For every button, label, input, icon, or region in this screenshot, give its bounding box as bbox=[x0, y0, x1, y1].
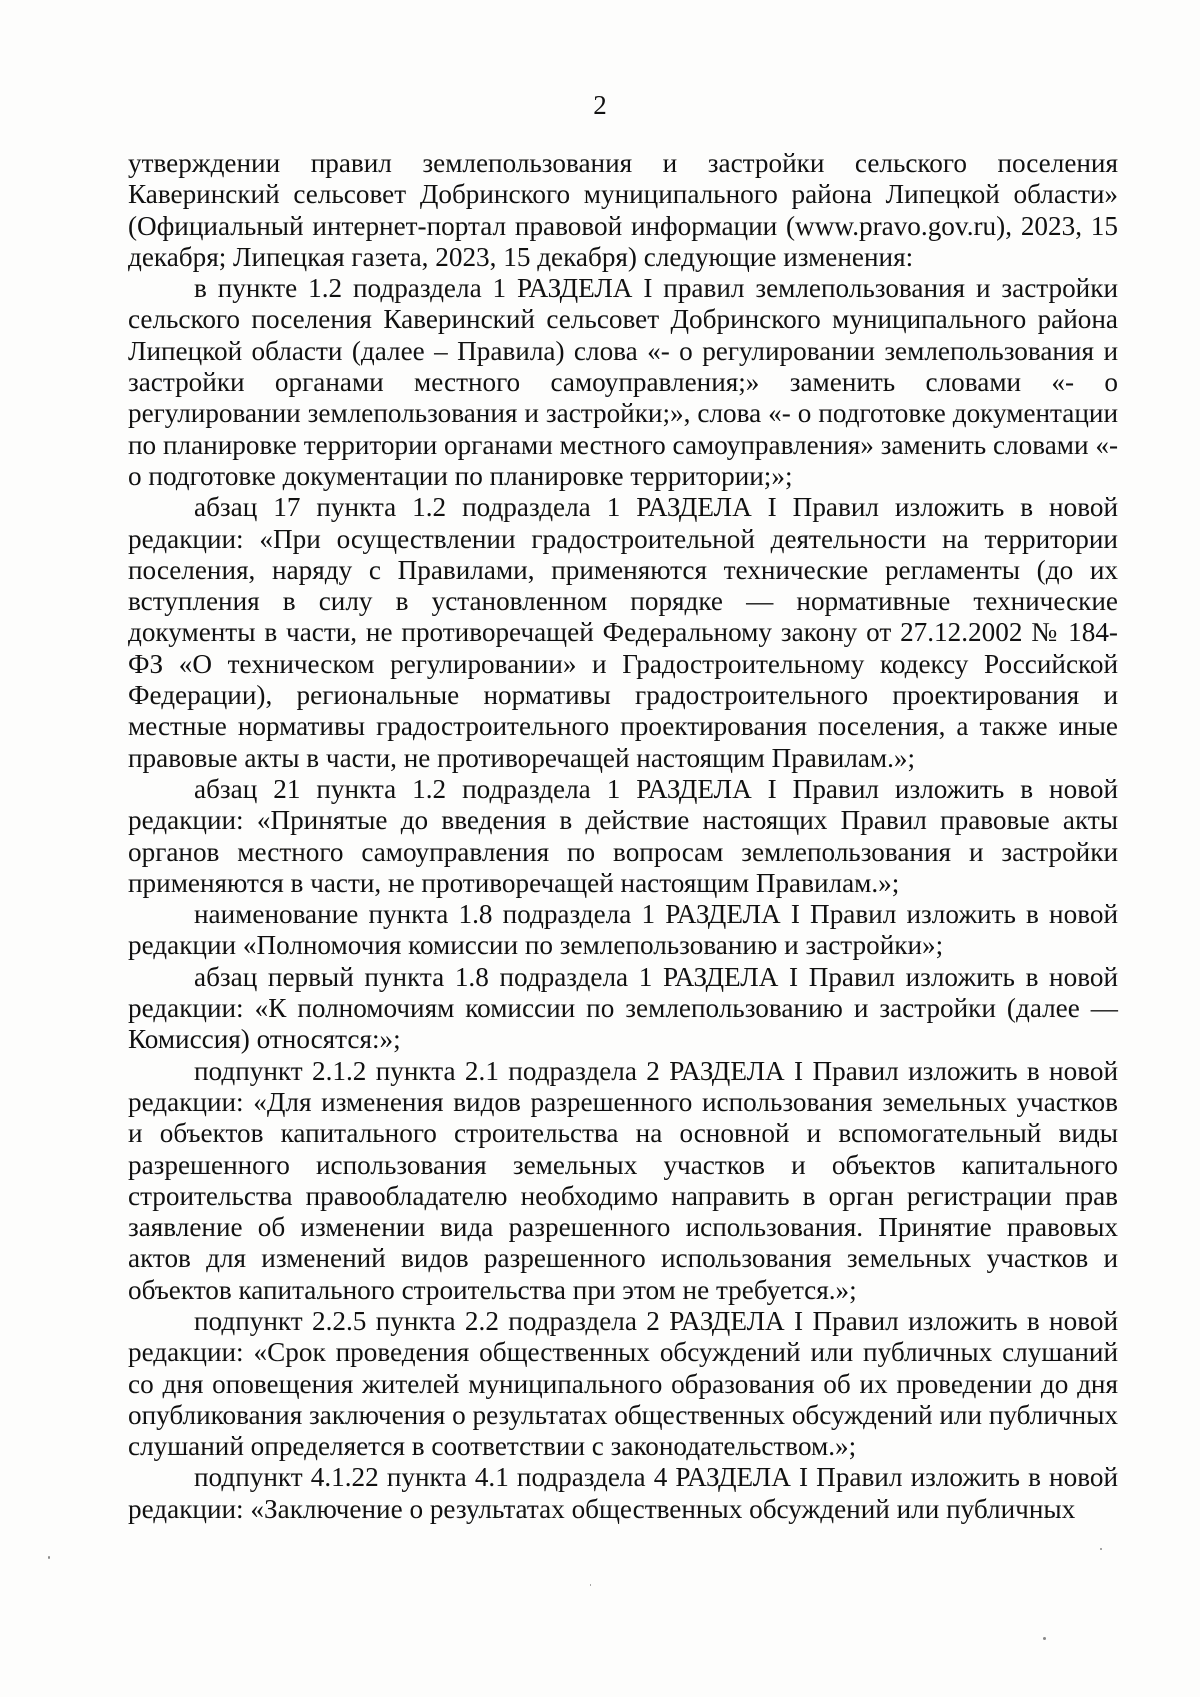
paragraph: наименование пункта 1.8 подраздела 1 РАЗДЕЛА I Правил изложить в новой редакции «Полномочия комиссии по землепользованию и застройки»; bbox=[128, 899, 1118, 961]
paragraph: абзац 21 пункта 1.2 подраздела 1 РАЗДЕЛА I Правил изложить в новой редакции: «Принятые до введения в действие настоящих Правил правовые акты органов местного самоуправления по вопросам землепользования и застройки применяются в части, не противоречащей настоящим Правилам.»; bbox=[128, 773, 1118, 898]
paragraph: в пункте 1.2 подраздела 1 РАЗДЕЛА I правил землепользования и застройки сельского поселения Каверинский сельсовет Добринского муниципального района Липецкой области (далее – Правила) слова «- о регулировании землепользования и застройки органами местного самоуправления;» заменить словами «- о регулировании землепользования и застройки;», слова «- о подготовке документации по планировке территории органами местного самоуправления» заменить словами «- о подготовке документации по планировке территории;»; bbox=[128, 273, 1118, 491]
page-number: 2 bbox=[593, 90, 607, 120]
scan-speck bbox=[590, 1584, 591, 1586]
paragraph: подпункт 2.2.5 пункта 2.2 подраздела 2 РАЗДЕЛА I Правил изложить в новой редакции: «Срок проведения общественных обсуждений или публичных слушаний со дня оповещения жителей муниципального образования об их проведении до дня опубликования заключения о результатах общественных обсуждений или публичных слушаний определяется в соответствии с законодательством.»; bbox=[128, 1305, 1118, 1462]
paragraph: абзац первый пункта 1.8 подраздела 1 РАЗДЕЛА I Правил изложить в новой редакции: «К полномочиям комиссии по землепользованию и застройки (далее — Комиссия) относятся:»; bbox=[128, 961, 1118, 1055]
scan-speck bbox=[1043, 1637, 1046, 1640]
paragraph: подпункт 4.1.22 пункта 4.1 подраздела 4 РАЗДЕЛА I Правил изложить в новой редакции: «Заключение о результатах общественных обсуждений или публичных bbox=[128, 1462, 1118, 1524]
paragraph: абзац 17 пункта 1.2 подраздела 1 РАЗДЕЛА I Правил изложить в новой редакции: «При осуществлении градостроительной деятельности на территории поселения, наряду с Правилами, применяются технические регламенты (до их вступления в силу в установленном порядке — нормативные технические документы в части, не противоречащей Федеральному закону от 27.12.2002 № 184-ФЗ «О техническом регулировании» и Градостроительному кодексу Российской Федерации), региональные нормативы градостроительного проектирования и местные нормативы градостроительного проектирования поселения, а также иные правовые акты в части, не противоречащей настоящим Правилам.»; bbox=[128, 492, 1118, 773]
document-body bbox=[128, 148, 1118, 1525]
paragraph: подпункт 2.1.2 пункта 2.1 подраздела 2 РАЗДЕЛА I Правил изложить в новой редакции: «Для изменения видов разрешенного использования земельных участков и объектов капитального строительства на основной и вспомогательный виды разрешенного использования земельных участков и объектов капитального строительства правообладателю необходимо направить в орган регистрации прав заявление об изменении вида разрешенного использования. Принятие правовых актов для изменений видов разрешенного использования земельных участков и объектов капитального строительства при этом не требуется.»; bbox=[128, 1055, 1118, 1305]
scan-speck bbox=[48, 1556, 50, 1559]
scan-speck bbox=[1100, 1548, 1102, 1550]
paragraph: утверждении правил землепользования и застройки сельского поселения Каверинский сельсовет Добринского муниципального района Липецкой области» (Официальный интернет-портал правовой информации (www.pravo.gov.ru), 2023, 15 декабря; Липецкая газета, 2023, 15 декабря) следующие изменения: bbox=[128, 148, 1118, 272]
